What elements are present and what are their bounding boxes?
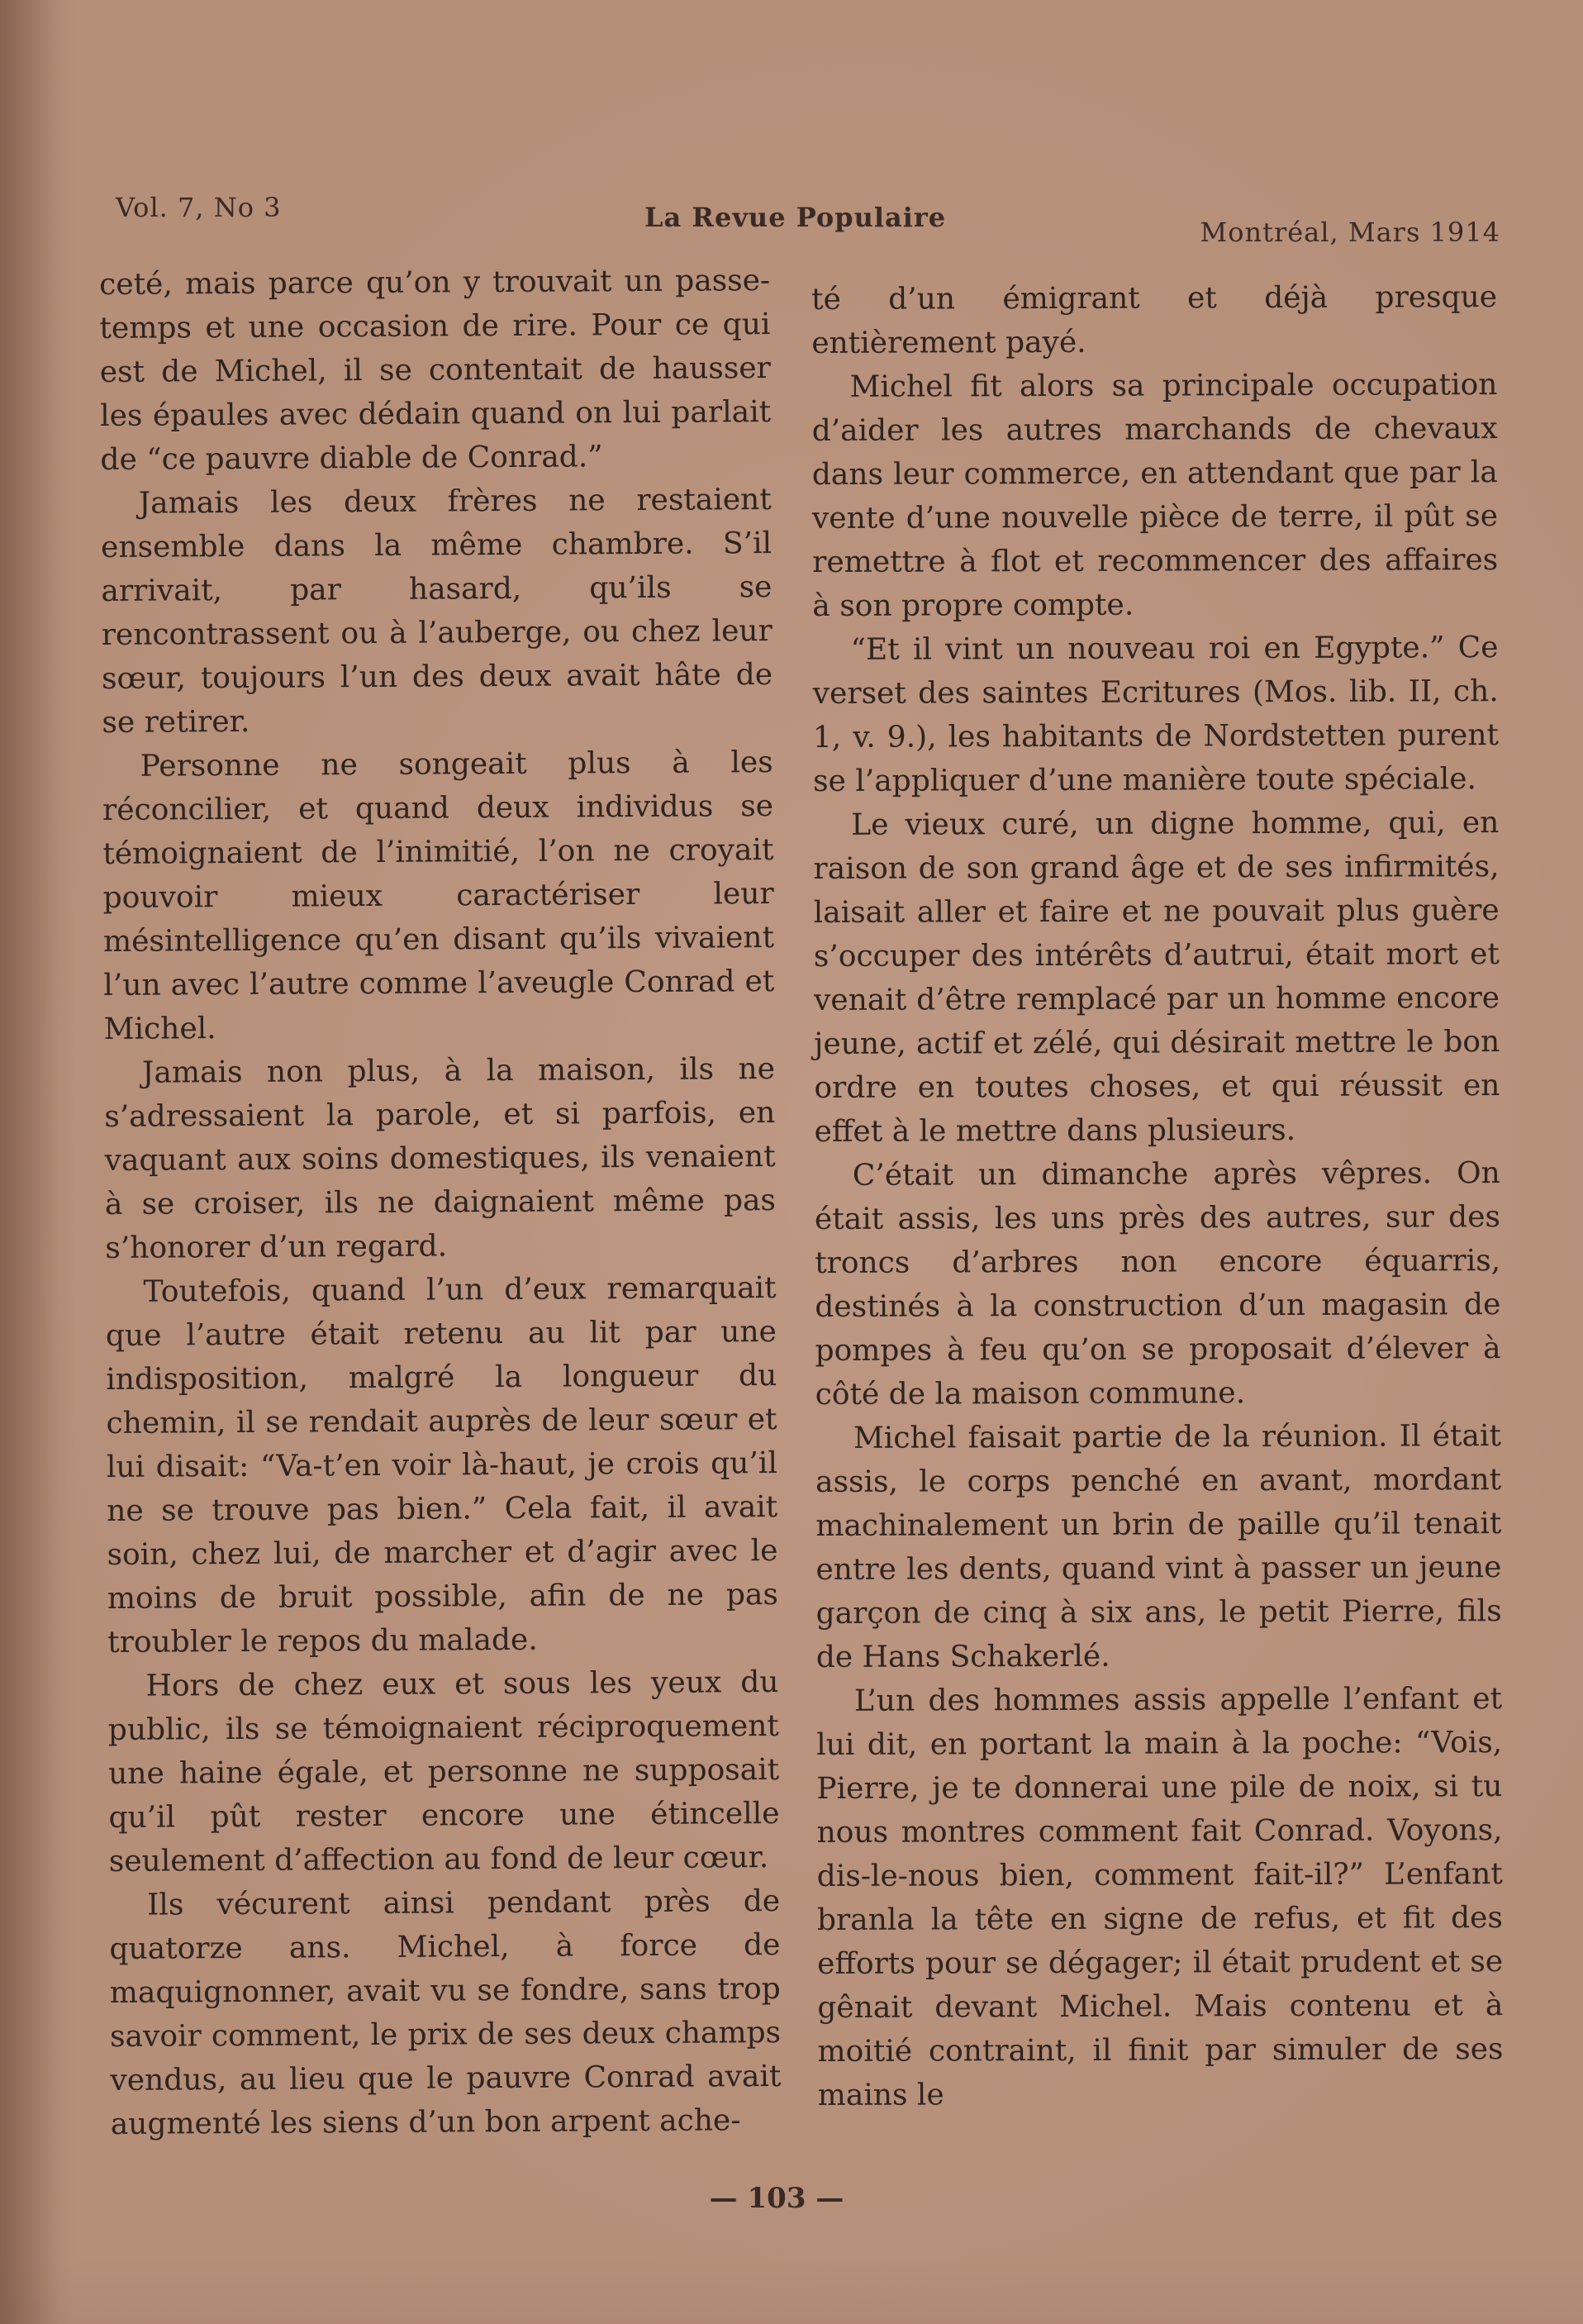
- paragraph: Ils vécurent ainsi pendant près de quatorze ans. Michel, à force de maquignonner, avait vu se fondre, sans trop savoir comment, le prix de ses deux champs vendus, au lieu que le pauvre Conrad avait augmenté les siens d’un bon arpent ache-: [109, 1884, 782, 2141]
- paragraph: té d’un émigrant et déjà presque entièrement payé.: [811, 280, 1498, 360]
- volume-number: Vol. 7, No 3: [116, 192, 282, 223]
- running-header: [116, 187, 1500, 248]
- paragraph: Jamais les deux frères ne restaient ensemble dans la même chambre. S’il arrivait, par hasard, qu’ils se rencontrassent ou à l’auberge, ou chez leur sœur, toujours l’un des deux avait hâte de se retirer.: [100, 483, 773, 740]
- issue-date: Montréal, Mars 1914: [1200, 217, 1500, 248]
- paragraph: Jamais non plus, à la maison, ils ne s’adressaient la parole, et si parfois, en vaquant aux soins domestiques, ils venaient à se croiser, ils ne daignaient même pas s’honorer d’un regard.: [104, 1052, 777, 1265]
- right-column: [811, 275, 1504, 2117]
- left-column: [99, 259, 782, 2146]
- page-number: — 103 —: [709, 2182, 844, 2215]
- paragraph: Personne ne songeait plus à les réconcilier, et quand deux individus se témoignaient de l’inimitié, l’on ne croyait pouvoir mieux caractériser leur mésintelligence qu’en disant qu’ils vivaient l’un avec l’autre comme l’aveugle Conrad et Michel.: [102, 745, 775, 1046]
- journal-title: La Revue Populaire: [644, 202, 947, 233]
- paragraph: ceté, mais parce qu’on y trouvait un passe-temps et une occasion de rire. Pour ce qui est de Michel, il se contentait de hausser les épaules avec dédain quand on lui parlait de “ce pauvre diable de Conrad.”: [99, 264, 772, 477]
- paragraph: Michel faisait partie de la réunion. Il était assis, le corps penché en avant, mordant machinalement un brin de paille qu’il tenait entre les dents, quand vint à passer un jeune garçon de cinq à six ans, le petit Pierre, fils de Hans Schakerlé.: [815, 1419, 1502, 1674]
- paragraph: Hors de chez eux et sous les yeux du public, ils se témoignaient réciproquement une haine égale, et personne ne supposait qu’il pût rester encore une étincelle seulement d’affection au fond de leur cœur.: [107, 1665, 780, 1879]
- paragraph: Toutefois, quand l’un d’eux remarquait que l’autre était retenu au lit par une indisposition, malgré la longueur du chemin, il se rendait auprès de leur sœur et lui disait: “Va-t’en voir là-haut, je crois qu’il ne se trouve pas bien.” Cela fait, il avait soin, chez lui, de marcher et d’agir avec le moins de bruit possible, afin de ne pas troubler le repos du malade.: [105, 1271, 778, 1660]
- paragraph: L’un des hommes assis appelle l’enfant et lui dit, en portant la main à la poche: “Vois, Pierre, je te donnerai une pile de noix, si tu nous montres comment fait Conrad. Voyons, dis-le-nous bien, comment fait-il?” L’enfant branla la tête en signe de refus, et fit des efforts pour se dégager; il était prudent et se gênait devant Michel. Mais contenu et à moitié contraint, il finit par simuler de ses mains le: [816, 1682, 1504, 2112]
- paragraph: C’était un dimanche après vêpres. On était assis, les uns près des autres, sur des troncs d’arbres non encore équarris, destinés à la construction d’un magasin de pompes à feu qu’on se proposait d’élever à côté de la maison commune.: [814, 1156, 1501, 1412]
- binding-shadow: [0, 0, 58, 2324]
- paragraph: “Et il vint un nouveau roi en Egypte.” Ce verset des saintes Ecritures (Mos. lib. II, ch. 1, v. 9.), les habitants de Nordstetten purent se l’appliquer d’une manière toute spéciale.: [812, 631, 1500, 798]
- paragraph: Le vieux curé, un digne homme, qui, en raison de son grand âge et de ses infirmités, laisait aller et faire et ne pouvait plus guère s’occuper des intérêts d’autrui, était mort et venait d’être remplacé par un homme encore jeune, actif et zélé, qui désirait mettre le bon ordre en toutes choses, et qui réussit en effet à le mettre dans plusieurs.: [813, 806, 1500, 1149]
- paragraph: Michel fit alors sa principale occupation d’aider les autres marchands de chevaux dans leur commerce, en attendant que par la vente d’une nouvelle pièce de terre, il pût se remettre à flot et recommencer des affaires à son propre compte.: [811, 368, 1499, 623]
